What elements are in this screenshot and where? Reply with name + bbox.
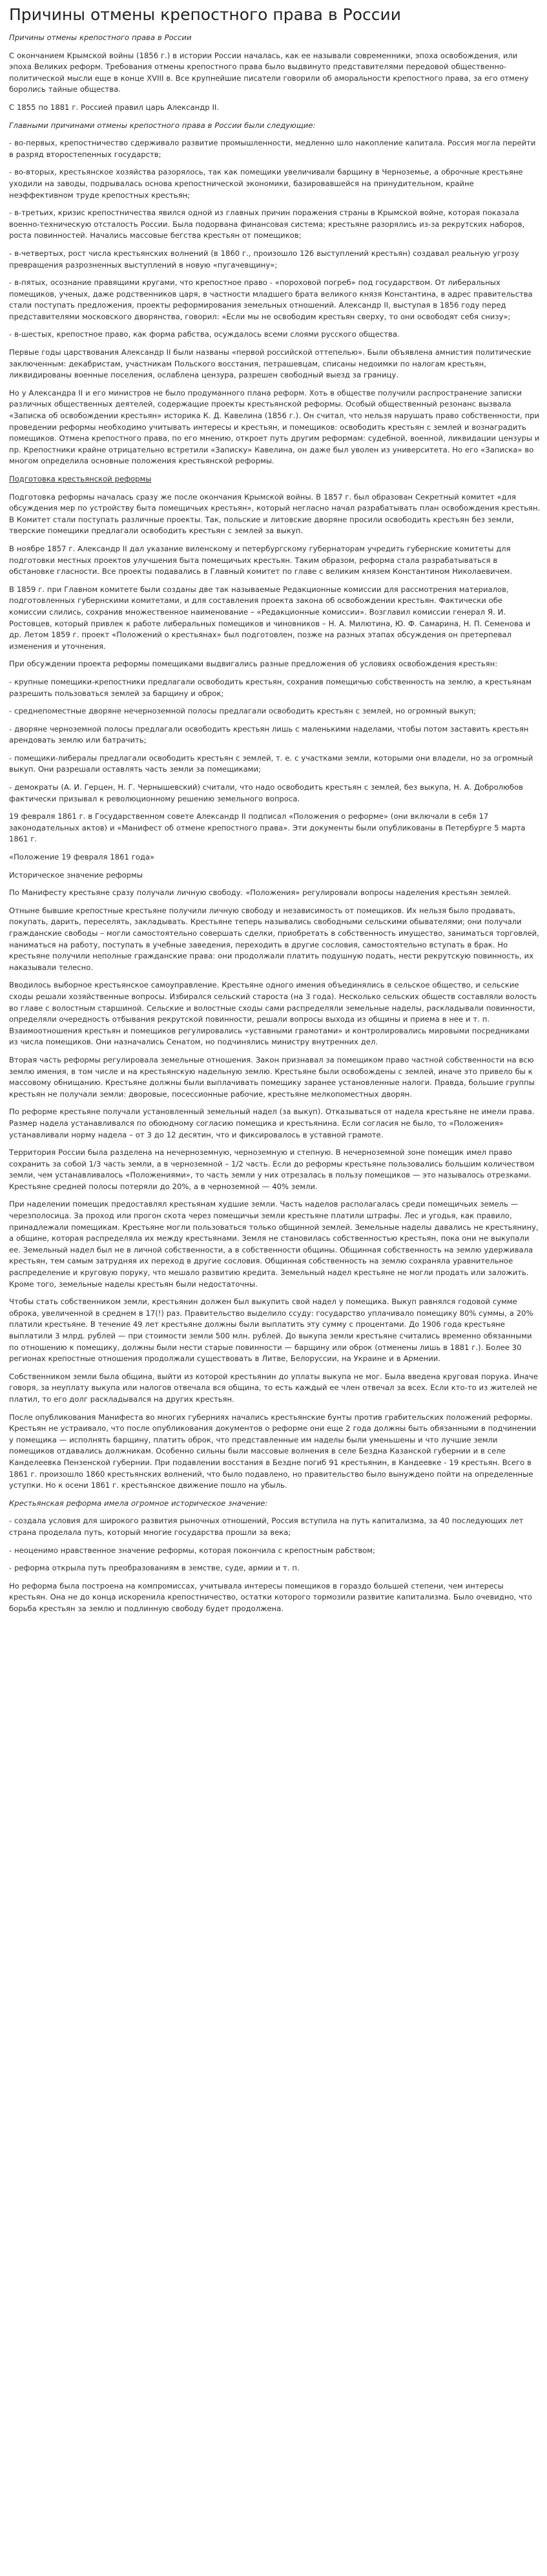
paragraph: Причины отмены крепостного права в России <box>9 33 192 42</box>
paragraph: Первые годы царствования Александр II были названы «первой российской оттепелью». Были объявлена амнистия политические заключенным: декабристам, участникам Польского восстания, петрашевцам, списаны недоимки по налогам крестьян, ликвидированы военные поселения, ослаблена цензура, разрешен свободный выезд за границу. <box>9 348 532 380</box>
paragraph: - крупные помещики-крепостники предлагали освободить крестьян, сохранив помещичью собственность на землю, а крестьянам разрешить пользоваться землей за барщину и оброк; <box>9 677 532 698</box>
paragraph: - в-пятых, осознание правящими кругами, что крепостное право - «пороховой погреб» под государством. От либеральных помещиков, ученых, даже родственников царя, в частности младшего брата великого князя Константина, в адрес правительства стали поступать предложения, проекты реформирования земельных отношений. Александр II, выступая в 1856 году перед представителями московского дворянства, говорил: «Если мы не освободим крестьян сверху, то они освободят себя снизу»; <box>9 278 533 321</box>
paragraph: - в-шестых, крепостное право, как форма рабства, осуждалось всеми слоями русского общества. <box>9 330 400 339</box>
paragraph: В 1859 г. при Главном комитете были созданы две так называемые Редакционные комиссии для рассмотрения материалов, подготовленных губернскими комитетами, и для составления проекта закона об освобождении крестьян. Фактически обе комиссии слились, сохранив множественное наименование – «Редакционные комиссии». Возглавил комиссии генерал Я. И. Ростовцев, который привлек к работе либеральных помещиков и чиновников – Н. А. Милютина, Ю. Ф. Самарина, Н. П. Семенова и др. Летом 1859 г. проект «Положений о крестьянах» был подготовлен, позже на разных этапах обсуждения он претерпевал изменения и уточнения. <box>9 584 531 651</box>
paragraph: - создала условия для широкого развития рыночных отношений, Россия вступила на путь капитализма, за 40 последующих лет страна проделала путь, который многие государства прошли за века; <box>9 1516 524 1537</box>
paragraph: - реформа открыла путь преобразованиям в земстве, суде, армии и т. п. <box>9 1563 300 1573</box>
paragraph: Но у Александра II и его министров не было продуманного плана реформ. Хоть в обществе получили распространение записки различных общественных деятелей, содержащие проекты крестьянской реформы. Особый общественный резонанс вызвала «Записка об освобождении крестьян» историка К. Д. Кавелина (1856 г.). Он считал, что нельзя нарушать право собственности, при проведении реформы необходимо учитывать интересы и крестьян, и помещиков: освободить крестьян с землей и вознаградить помещиков. Отмена крепостного права, по его мнению, откроет путь другим реформам: судебной, военной, ликвидации цензуры и пр. Крепостники крайне отрицательно встретили «Записку» Кавелина, он даже был уволен из университета. Но его «Записка» во многом определила основные положения крестьянской реформы. <box>9 388 540 466</box>
paragraph: После опубликования Манифеста во многих губерниях начались крестьянские бунты против грабительских положений реформы. Крестьян не устраивало, что после опубликования документов о реформе они еще 2 года должны быть обязанными в подчинении у помещика — исполнять барщину, платить оброк, что представленные им наделы были уменьшены и что лучшие земли помещиков отдавались должникам. Особенно сильны были массовые волнения в селе Бездна Казанской губернии и в селе Канделеевка Пензенской губернии. При подавлении восстания в Бездне погиб 91 крестьянин, в Кандеевке - 19 крестьян. Всего в 1861 г. произошло 1860 крестьянских волнений, что было подавлено, но правительство было вынуждено пойти на определенные уступки. Но к осени 1861 г. крестьянское движение пошло на убыль. <box>9 1412 537 1490</box>
section-heading: Подготовка крестьянской реформы <box>9 474 152 483</box>
paragraph: Собственником земли была община, выйти из которой крестьянин до уплаты выкупа не мог. Была введена круговая порука. Иначе говоря, за неуплату выкупа или налогов отвечала вся община, то есть каждый ее член отвечал за всех. Если кто-то из жителей не платил, то его долг раскладывался на других крестьян. <box>9 1371 538 1404</box>
paragraph: - неоценимо нравственное значение реформы, которая покончила с крепостным рабством; <box>9 1545 375 1555</box>
paragraph: - помещики-либералы предлагали освободить крестьян с землей, т. е. с участками земли, которыми они владели, но за огромный выкуп. Они разрешали оставлять часть земли за помещиками; <box>9 753 533 774</box>
paragraph: - среднепоместные дворяне нечерноземной полосы предлагали освободить крестьян с землей, но огромный выкуп; <box>9 706 476 716</box>
paragraph: Историческое значение реформы <box>9 870 143 880</box>
paragraph: С 1855 по 1881 г. Россией правил царь Александр II. <box>9 102 220 112</box>
paragraph: - демократы (А. И. Герцен, Н. Г. Чернышевский) считали, что надо освободить крестьян с землей, без выкупа, Н. А. Добролюбов фактически призывал к революционному решению земельного вопроса. <box>9 783 523 803</box>
paragraph: В ноябре 1857 г. Александр II дал указание виленскому и петербургскому губернаторам учредить губернские комитеты для подготовки местных проектов улучшения быта помещичьих крестьян. Таким образом, реформа стала разрабатываться в обстановке гласности. Все проекты подавались в Главный комитет по главе с великим князем Константином Николаевичем. <box>9 544 513 576</box>
paragraph: Вторая часть реформы регулировала земельные отношения. Закон признавал за помещиком право частной собственности на всю землю имения, в том числе и на крестьянскую надельную землю. Крестьяне были освобождены с землей, иначе это привело бы к массовому обнищанию. Крестьяне должны были выплачивать помещику заранее установленные налоги. Правда, большие группы крестьян не получали земли: дворовые, посессионные рабочие, крестьяне мелкопоместных дворян. <box>9 1055 535 1099</box>
paragraph: Отныне бывшие крепостные крестьяне получили личную свободу и независимость от помещиков. Их нельзя было продавать, покупать, дарить, переселять, закладывать. Крестьяне теперь назывались свободными сельскими обывателями; они получали гражданские свободы – могли самостоятельно совершать сделки, приобретать в собственность имущество, заниматься торговлей, наниматься на работу, поступать в учебные заведения, переходить в другие сословия, самостоятельно вступать в брак. Но крестьяне получили неполные гражданские права: они продолжали платить подушную подать, нести рекрутскую повинность, их наказывали телесно. <box>9 905 539 972</box>
paragraph: 19 февраля 1861 г. в Государственном совете Александр II подписал «Положения о реформе» (они включали в себя 17 законодательных актов) и «Манифест об отмене крепостного права». Эти документы были опубликованы в Петербурге 5 марта 1861 г. <box>9 812 526 844</box>
article-body <box>9 32 541 1614</box>
page-title: Причины отмены крепостного права в России <box>9 5 401 24</box>
paragraph: По Манифесту крестьяне сразу получали личную свободу. «Положения» регулировали вопросы наделения крестьян землей. <box>9 888 511 898</box>
paragraph: При обсуждении проекта реформы помещиками выдвигались разные предложения об условиях освобождения крестьян: <box>9 659 498 669</box>
paragraph: Но реформа была построена на компромиссах, учитывала интересы помещиков в гораздо большей степени, чем интересы крестьян. Она не до конца искоренила крепостничество, остатки которого тормозили развитие капитализма. Было очевидно, что борьба крестьян за землю и подлинную свободу будет продолжена. <box>9 1581 532 1613</box>
paragraph: Крестьянская реформа имела огромное историческое значение: <box>9 1498 268 1508</box>
paragraph: «Положение 19 февраля 1861 года» <box>9 852 155 862</box>
paragraph: С окончанием Крымской войны (1856 г.) в истории России началась, как ее называли современники, эпоха освобождения, или эпоха Великих реформ. Требования отмены крепостного права было выдвинуто представителями передовой общественно-политической мысли еще в конце XVIII в. Все крупнейшие писатели говорили об аморальности крепостного права, за его отмену боролись тайные общества. <box>9 50 529 94</box>
paragraph: Чтобы стать собственником земли, крестьянин должен был выкупить свой надел у помещика. Выкуп равнялся годовой сумме оброка, увеличенной в среднем в 17(!) раз. Правительство выделило ссуду: государство уплачивало помещику 80% суммы, а 20% платили крестьяне. В течение 49 лет крестьяне должны были выплатить эту сумму с процентами. До 1906 года крестьяне выплатили 3 млрд. рублей — при стоимости земли 500 млн. рублей. До выкупа земли крестьяне считались временно обязанными по отношению к помещику, должны были нести старые повинности — барщину или оброк (отменены лишь в 1881 г.). Более 30 регионах крепостные отношения продолжали существовать в Литве, Белоруссии, на Украине и в Армении. <box>9 1297 533 1364</box>
paragraph: - во-первых, крепостничество сдерживало развитие промышленности, медленно шло накопление капитала. Россия могла перейти в разряд второстепенных государств; <box>9 138 536 159</box>
paragraph: Главными причинами отмены крепостного права в России были следующие: <box>9 120 316 130</box>
paragraph: Вводилось выборное крестьянское самоуправление. Крестьяне одного имения объединялись в сельское общество, и сельские сходы решали хозяйственные вопросы. Избирался сельский староста (на 3 года). Несколько сельских обществ составляли волость во главе с волостным старшиной. Сельские и волостные сходы сами распределяли земельные наделы, раскладывали повинности, определяли очередность отбывания рекрутской повинности, решали вопросы выхода из общины и приема в нее и т. п. Взаимоотношения крестьян и помещиков регулировались «уставными грамотами» и контролировались мировыми посредниками из числа помещиков. Они назначались Сенатом, но подчинялись министру внутренних дел. <box>9 980 537 1047</box>
paragraph: - дворяне черноземной полосы предлагали освободить крестьян лишь с маленькими наделами, чтобы потом заставить крестьян арендовать землю или батрачить; <box>9 724 529 745</box>
paragraph: - во-вторых, крестьянское хозяйства разорялось, так как помещики увеличивали барщину в Черноземье, а оброчные крестьяне уходили на заводы, подрывалась основа крепостнической экономики, базировавшейся на принудительном, крайне неэффективном труде крепостных крестьян; <box>9 167 523 200</box>
paragraph: - в-третьих, кризис крепостничества явился одной из главных причин поражения страны в Крымской войне, которая показала военно-техническую отсталость России. Была подорвана финансовая система; крестьяне разорялись из-за рекрутских наборов, роста повинностей. Начались массовые бегства крестьян от помещиков; <box>9 208 525 240</box>
paragraph: Подготовка реформы началась сразу же после окончания Крымской войны. В 1857 г. был образован Секретный комитет «для обсуждения мер по устройству быта помещичьих крестьян», который негласно начал разрабатывать план освобождения крестьян. В Комитет стали поступать различные проекты. Так, польские и литовские дворяне просили освободить крестьян без земли, тверские помещики предлагали освободить крестьян с землей за выкуп. <box>9 492 541 536</box>
paragraph: - в-четвертых, рост числа крестьянских волнений (в 1860 г., произошло 126 выступлений крестьян) создавал реальную угрозу превращения разрозненных выступлений в новую «пугачевщину»; <box>9 248 519 269</box>
paragraph: По реформе крестьяне получали установленный земельный надел (за выкуп). Отказываться от надела крестьяне не имели права. Размер надела устанавливался по обоюдному согласию помещика и крестьянина. Если согласия не было, то «Положения» устанавливали норму надела – от 3 до 12 десятин, что и фиксировалось в уставной грамоте. <box>9 1107 535 1139</box>
paragraph: Территория России была разделена на нечерноземную, черноземную и степную. В нечерноземной зоне помещик имел право сохранить за собой 1/3 часть земли, а в черноземной – 1/2 часть. Если до реформы крестьяне пользовались большим количеством земли, чем устанавливалось «Положениями», то часть земли у них отрезалась в пользу помещиков — это называлось отрезками. Крестьяне средней полосы потеряли до 20%, а в черноземной — 40% земли. <box>9 1148 535 1191</box>
paragraph: При наделении помещик предоставлял крестьянам худшие земли. Часть наделов располагалась среди помещичьих земель — черезполосица. За проход или прогон скота через помещичьи земли крестьяне платили штрафы. Лес и угодья, как правило, принадлежали помещикам. Крестьяне могли пользоваться только общинной землей. Земельные наделы давались не крестьянину, а общине, которая распределяла их между крестьянами. Земля не становилась собственностью крестьян, пока они не выкупали ее. Земельный надел был не в личной собственности, а в собственности общины. Общинная собственность на землю удерживала крестьян, тем самым затрудняя их переход в другие сословия. Общинная собственность на землю сохраняла уравнительное распределение и круговую поруку, что мешало развитию кредита. Земельный надел крестьяне не могли продать или заложить. Кроме того, земельные наделы крестьян были недостаточны. <box>9 1199 539 1289</box>
